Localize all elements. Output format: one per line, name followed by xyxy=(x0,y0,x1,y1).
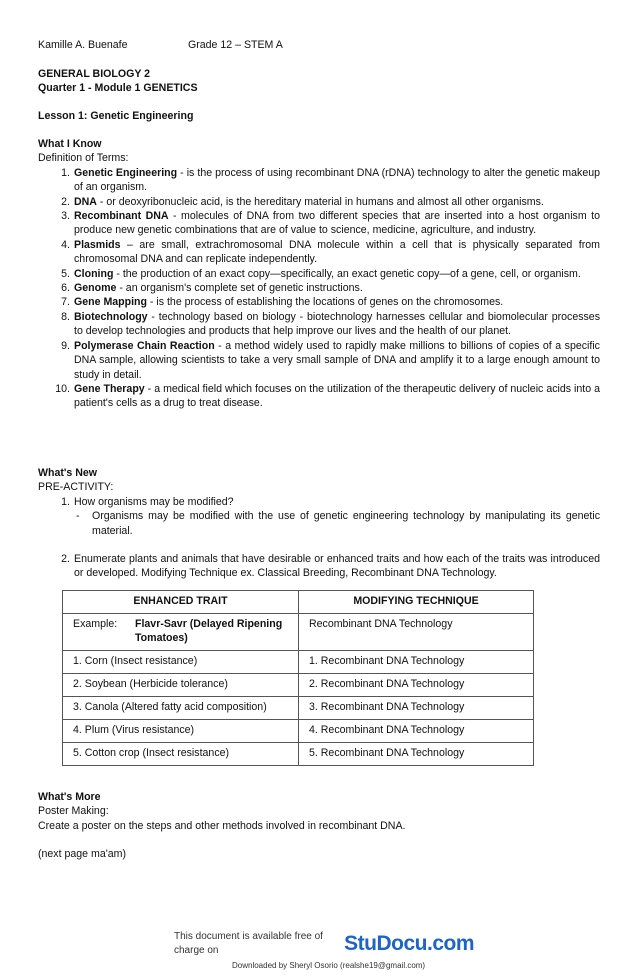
technique-cell: 4. Recombinant DNA Technology xyxy=(299,720,534,743)
banner-text: This document is available free of charge on xyxy=(174,930,323,956)
table-row xyxy=(63,743,534,766)
question-2: 2. Enumerate plants and animals that have desirable or enhanced traits and how each of the traits was introduced or developed. Modifying Technique ex. Classical Breeding, Recombinant DNA Technology. xyxy=(61,553,600,580)
list-item: 9. Polymerase Chain Reaction - a method widely used to rapidly make millions to billions of copies of a specific DNA sample, allowing scientists to take a very small sample of DNA and amplify it to a large enough amount to study in detail. xyxy=(61,339,600,381)
lesson-title: Lesson 1: Genetic Engineering xyxy=(38,110,194,122)
term-label: Recombinant DNA xyxy=(74,210,169,223)
table-row xyxy=(63,674,534,697)
list-item: 6. Genome - an organism's complete set of genetic instructions. xyxy=(61,282,363,295)
list-item: 7. Gene Mapping - is the process of establishing the locations of genes on the chromosomes. xyxy=(61,296,504,309)
list-item: 8. Biotechnology - technology based on biology - biotechnology harnesses cellular and biomolecular processes to develop technologies and products that help improve our lives and the health of our planet. xyxy=(61,310,600,338)
example-technique-cell: Recombinant DNA Technology xyxy=(299,614,534,651)
subject-title: GENERAL BIOLOGY 2 xyxy=(38,68,151,80)
whats-new-section xyxy=(38,466,600,581)
what-i-know-heading: What I Know xyxy=(38,138,102,150)
table-header-row xyxy=(63,591,534,614)
enhanced-traits-table xyxy=(62,590,534,766)
term-label: DNA xyxy=(74,195,97,208)
table-row-example xyxy=(63,614,534,651)
trait-cell: 3. Canola (Altered fatty acid composition) xyxy=(63,697,299,720)
terms-list xyxy=(38,166,600,411)
example-trait: Flavr-Savr (Delayed Ripening Tomatoes) xyxy=(135,618,283,644)
poster-subheading: Poster Making: xyxy=(38,805,109,818)
technique-cell: 5. Recombinant DNA Technology xyxy=(299,743,534,766)
list-item: 3. Recombinant DNA - molecules of DNA from two different species that are inserted into a host organism to produce new genetic combinations that are of value to science, medicine, agriculture, and industry. xyxy=(61,210,600,237)
term-label: Polymerase Chain Reaction xyxy=(74,339,215,352)
column-header-trait: ENHANCED TRAIT xyxy=(63,591,299,614)
list-item: 2. DNA - or deoxyribonucleic acid, is the hereditary material in humans and almost all other organisms. xyxy=(61,195,544,208)
trait-cell: 4. Plum (Virus resistance) xyxy=(63,720,299,743)
table-row xyxy=(63,697,534,720)
term-label: Gene Therapy xyxy=(74,382,145,395)
what-i-know-section xyxy=(38,137,600,411)
module-title: Quarter 1 - Module 1 GENETICS xyxy=(38,82,198,95)
term-label: Genetic Engineering xyxy=(74,166,178,179)
trait-cell: 1. Corn (Insect resistance) xyxy=(63,651,299,674)
list-item: 1. Genetic Engineering - is the process of using recombinant DNA (rDNA) technology to alter the genetic makeup of an organism. xyxy=(61,166,600,194)
title-block xyxy=(38,67,600,96)
studocu-logo[interactable]: StuDocu.com xyxy=(344,931,474,955)
pre-activity-subheading: PRE-ACTIVITY: xyxy=(38,481,114,494)
student-grade: Grade 12 – STEM A xyxy=(188,39,283,51)
list-item: 10. Gene Therapy - a medical field which focuses on the utilization of the therapeutic delivery of nucleic acids into a patient's cells as a drug to treat disease. xyxy=(55,382,600,410)
term-label: Gene Mapping xyxy=(74,296,147,309)
technique-cell: 1. Recombinant DNA Technology xyxy=(299,651,534,674)
table-row xyxy=(63,720,534,743)
lesson-title-block xyxy=(38,109,600,123)
list-item: 4. Plasmids – are small, extrachromosomal DNA molecule within a cell that is physically separated from chromosomal DNA and can replicate independently. xyxy=(61,238,600,266)
example-trait-cell xyxy=(63,614,299,651)
term-label: Cloning xyxy=(74,267,114,280)
trait-cell: 5. Cotton crop (Insect resistance) xyxy=(63,743,299,766)
studocu-banner[interactable] xyxy=(174,931,474,957)
example-label: Example: xyxy=(73,618,118,630)
table-row xyxy=(63,651,534,674)
question-list-2 xyxy=(38,552,600,581)
poster-instruction: Create a poster on the steps and other methods involved in recombinant DNA. xyxy=(38,819,406,832)
term-label: Genome xyxy=(74,282,117,295)
next-page-note: (next page ma'am) xyxy=(38,848,126,861)
answer-1: - Organisms may be modified with the use of genetic engineering technology by manipulating its genetic material. xyxy=(76,510,600,537)
list-item: 5. Cloning - the production of an exact copy—specifically, an exact genetic copy—of a gene, cell, or organism. xyxy=(61,267,581,280)
whats-more-heading: What's More xyxy=(38,791,101,803)
question-list xyxy=(38,495,600,509)
term-label: Plasmids xyxy=(74,238,121,251)
technique-cell: 3. Recombinant DNA Technology xyxy=(299,697,534,720)
download-credit: Downloaded by Sheryl Osorio (realshe19@gmail.com) xyxy=(232,961,426,970)
whats-new-heading: What's New xyxy=(38,467,98,479)
student-name: Kamille A. Buenafe xyxy=(38,39,128,51)
term-label: Biotechnology xyxy=(74,310,148,323)
definition-subheading: Definition of Terms: xyxy=(38,152,129,165)
column-header-technique: MODIFYING TECHNIQUE xyxy=(299,591,534,614)
whats-more-section xyxy=(38,790,600,862)
student-header xyxy=(38,38,283,52)
question-1: 1. How organisms may be modified? xyxy=(61,495,234,508)
trait-cell: 2. Soybean (Herbicide tolerance) xyxy=(63,674,299,697)
technique-cell: 2. Recombinant DNA Technology xyxy=(299,674,534,697)
